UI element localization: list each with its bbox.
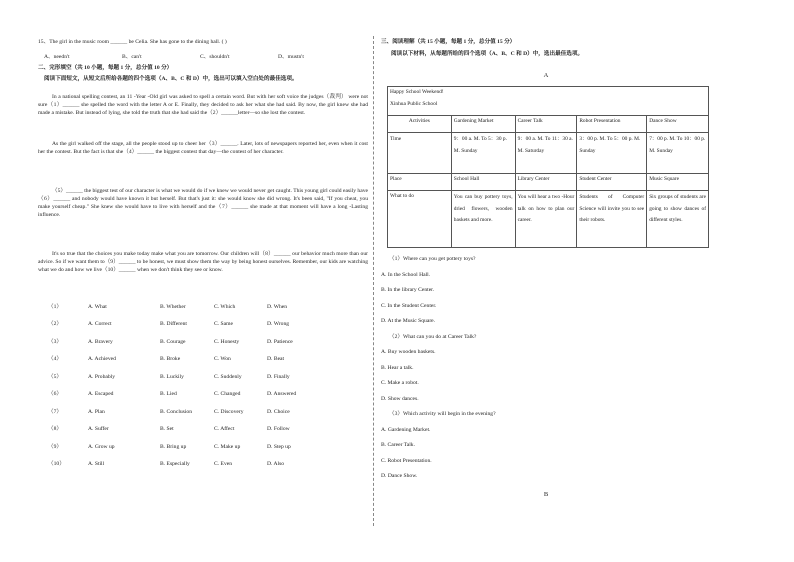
questions-list bbox=[381, 252, 711, 485]
right-column bbox=[381, 38, 711, 499]
cloze-option-c[interactable]: C. Even bbox=[214, 461, 233, 468]
question-2-stem: （2）What can you do at Career Talk? bbox=[389, 333, 477, 340]
section3-instruction: 阅读以下材料，从每题所给的四个选项（A、B、C 和 D）中，选出最佳选项。 bbox=[391, 51, 584, 57]
cloze-number: （9） bbox=[48, 443, 62, 450]
cloze-option-b[interactable]: B. Different bbox=[160, 321, 187, 328]
schedule-cell: You can buy pottery toys, dried flowers, wooden baskets and more. bbox=[451, 191, 515, 248]
schedule-cell: Six groups of students are going to show dances of different styles. bbox=[647, 191, 709, 248]
passage-paragraph-3: （5）______ the biggest test of our character is what we would do if we knew we would never get caught. This young girl could easily have（6）______ and nobody would have known it but herself. But that's just it: she would know she did wrong. It's been said, "If you cheat, you make yourself cheap." She knew she would have to live with herself and the（7）______ she made at that moment will have a long -Lasting influence. bbox=[38, 188, 368, 218]
cloze-option-c[interactable]: C. Affect bbox=[214, 426, 235, 433]
question-3-stem: （3）Which activity will begin in the evening? bbox=[389, 411, 496, 417]
question-1-option-d[interactable]: D. At the Music Square. bbox=[381, 318, 436, 324]
q15-option-b[interactable]: B、can't bbox=[122, 54, 142, 60]
cloze-option-b[interactable]: B. Especially bbox=[160, 461, 190, 468]
cloze-number: （10） bbox=[48, 461, 65, 468]
schedule-row-label: Place bbox=[388, 174, 452, 191]
cloze-option-b[interactable]: B. Conclusion bbox=[160, 408, 193, 415]
question-2-option-b[interactable]: B. Hear a talk. bbox=[381, 364, 414, 371]
cloze-option-d[interactable]: D. Also bbox=[267, 461, 285, 468]
schedule-cell: Library Center bbox=[515, 174, 577, 191]
cloze-options-table bbox=[48, 298, 327, 473]
cloze-option-d[interactable]: D. Finally bbox=[267, 373, 290, 380]
cloze-option-b[interactable]: B. Courage bbox=[160, 338, 186, 345]
cloze-row bbox=[48, 333, 327, 351]
question-1-stem: （1）Where can you get pottery toys? bbox=[389, 256, 476, 262]
cloze-option-b[interactable]: B. Set bbox=[160, 426, 174, 433]
cloze-number: （8） bbox=[48, 426, 62, 433]
q15-options bbox=[44, 53, 368, 61]
cloze-row bbox=[48, 368, 327, 386]
passage-paragraph-1: In a national spelling contest, an 11 -Year -Old girl was asked to spell a certain word. But with her soft voice the judges（裁判） were not sure（1）______ she spelled the word with the letter A or E. Finally, they decided to ask her what she had said. By now, the girl knew she had made a mistake. But instead of lying, she told the truth that she had said the（2）______letter—so she lost the contest. bbox=[38, 94, 368, 116]
cloze-option-b[interactable]: B. Broke bbox=[160, 356, 181, 363]
cloze-row bbox=[48, 386, 327, 404]
cloze-option-c[interactable]: C. Suddenly bbox=[214, 373, 242, 380]
schedule-title: Happy School Weekend! bbox=[390, 89, 444, 95]
cloze-row bbox=[48, 438, 327, 456]
cloze-number: （6） bbox=[48, 391, 62, 398]
cloze-option-a[interactable]: A. Escaped bbox=[88, 391, 114, 398]
passage-paragraph-2: As the girl walked off the stage, all the people stood up to cheer her（3）______. Later, lots of newspapers reported her, even when it cost her the contest. But the fact is that she（4）______ the biggest contest that day—the contest of her character. bbox=[38, 141, 368, 155]
cloze-option-a[interactable]: A. Achieved bbox=[88, 356, 116, 363]
cloze-option-a[interactable]: A. Probably bbox=[88, 373, 116, 380]
schedule-table bbox=[387, 86, 709, 248]
question-3-option-c[interactable]: C. Robot Presentation. bbox=[381, 457, 432, 464]
schedule-row-label: Activities bbox=[388, 116, 452, 133]
schedule-row-activities bbox=[388, 116, 709, 133]
cloze-row bbox=[48, 456, 327, 474]
column-divider bbox=[373, 36, 374, 526]
question-1-option-a[interactable]: A. In the School Hall. bbox=[381, 271, 431, 278]
schedule-row-label: Time bbox=[388, 133, 452, 174]
cloze-option-c[interactable]: C. Same bbox=[214, 321, 233, 328]
cloze-option-a[interactable]: A. Still bbox=[88, 461, 105, 468]
cloze-option-c[interactable]: C. Discovery bbox=[214, 408, 244, 415]
schedule-cell: Gardening Market bbox=[451, 116, 515, 133]
cloze-option-d[interactable]: D. Choice bbox=[267, 408, 290, 415]
schedule-row-label: What to do bbox=[388, 191, 452, 248]
question-2-option-c[interactable]: C. Make a robot. bbox=[381, 380, 419, 386]
cloze-number: （7） bbox=[48, 408, 62, 415]
passage-a-label: A bbox=[543, 72, 549, 79]
cloze-option-d[interactable]: D. Patience bbox=[267, 338, 293, 345]
passage-paragraph-4: It's so true that the choices you make today make what you are tomorrow. Our children will（8）______ our behavior much more than our advice. So if we want them to（9）______ to be honest, we must show them the way by being honest ourselves. Remember, our kids are watching what we do and how we live（10）______ when we don't think they see or know. bbox=[38, 251, 368, 273]
cloze-option-a[interactable]: A. Suffer bbox=[88, 426, 109, 433]
schedule-cell: Robot Presentation bbox=[577, 116, 647, 133]
cloze-option-a[interactable]: A. What bbox=[88, 303, 107, 310]
cloze-option-a[interactable]: A. Bravery bbox=[88, 338, 113, 345]
cloze-number: （1） bbox=[48, 303, 62, 310]
schedule-cell: You will hear a two -Hour talk on how to plan our career. bbox=[515, 191, 577, 248]
cloze-number: （2） bbox=[48, 321, 62, 328]
cloze-row bbox=[48, 316, 327, 334]
cloze-row bbox=[48, 403, 327, 421]
schedule-cell: Music Square bbox=[647, 174, 709, 191]
cloze-row bbox=[48, 421, 327, 439]
cloze-option-a[interactable]: A. Plan bbox=[88, 408, 105, 415]
cloze-option-c[interactable]: C. Changed bbox=[214, 391, 241, 398]
cloze-option-c[interactable]: C. Which bbox=[214, 303, 236, 310]
q15-option-d[interactable]: D、mustn't bbox=[278, 54, 304, 60]
question-3-option-d[interactable]: D. Dance Show. bbox=[381, 473, 418, 479]
cloze-row bbox=[48, 351, 327, 369]
q15-stem: 15、The girl in the music room ______ be Celia. She has gone to the dining hall. ( ) bbox=[38, 39, 227, 45]
schedule-cell: 9：00 a. M. To 11：30 a. M. Saturday bbox=[515, 133, 577, 174]
schedule-cell: Students of Computer Science will invite you to see their robots. bbox=[577, 191, 647, 248]
schedule-row-time bbox=[388, 133, 709, 174]
cloze-option-a[interactable]: A. Correct bbox=[88, 321, 112, 328]
schedule-cell: Student Center bbox=[577, 174, 647, 191]
section3-title: 三、阅读理解（共 15 小题，每题 1 分，总分值 15 分） bbox=[381, 39, 516, 45]
q15-option-a[interactable]: A、needn't bbox=[44, 54, 70, 60]
cloze-option-a[interactable]: A. Grow up bbox=[88, 443, 115, 450]
question-3-option-b[interactable]: B. Career Talk. bbox=[381, 442, 415, 448]
schedule-row-place bbox=[388, 174, 709, 191]
cloze-option-d[interactable]: D. When bbox=[267, 303, 288, 310]
cloze-number: （5） bbox=[48, 373, 62, 380]
schedule-header bbox=[388, 87, 709, 116]
left-column bbox=[38, 38, 368, 473]
section2-title: 二、完形填空（共 10 小题，每题 1 分，总分值 10 分） bbox=[38, 65, 173, 71]
schedule-cell: 3：00 p. M. To 5：00 p. M. Sunday bbox=[577, 133, 647, 174]
question-1-option-b[interactable]: B. In the library Center. bbox=[381, 287, 435, 293]
schedule-cell: Dance Show bbox=[647, 116, 709, 133]
schedule-cell: Career Talk bbox=[515, 116, 577, 133]
question-2-option-a[interactable]: A. Buy wooden baskets. bbox=[381, 349, 436, 355]
cloze-option-d[interactable]: D. Step up bbox=[267, 443, 291, 450]
cloze-option-b[interactable]: B. Whether bbox=[160, 303, 186, 310]
cloze-option-d[interactable]: D. Answered bbox=[267, 391, 297, 398]
schedule-cell: 9：00 a. M. To 5：30 p. M. Sunday bbox=[451, 133, 515, 174]
cloze-option-c[interactable]: C. Honesty bbox=[214, 338, 240, 345]
cloze-option-c[interactable]: C. Won bbox=[214, 356, 231, 363]
question-2-option-d[interactable]: D. Show dances. bbox=[381, 395, 419, 402]
cloze-option-d[interactable]: D. Wrong bbox=[267, 321, 290, 328]
schedule-cell: 7：00 p. M. To 10：00 p. M. Sunday bbox=[647, 133, 709, 174]
cloze-number: （3） bbox=[48, 338, 62, 345]
cloze-option-d[interactable]: D. Beat bbox=[267, 356, 285, 363]
section2-instruction: 阅读下面短文，从短文后所给各题的四个选项（A、B、C 和 D）中，选出可以填入空白处的最佳选项。 bbox=[44, 76, 298, 82]
cloze-row bbox=[48, 298, 327, 316]
schedule-school: Xinhua Public School bbox=[390, 101, 438, 108]
cloze-number: （4） bbox=[48, 356, 62, 363]
question-1-option-c[interactable]: C. In the Student Center. bbox=[381, 302, 437, 309]
schedule-cell: School Hall bbox=[451, 174, 515, 191]
cloze-option-b[interactable]: B. Lied bbox=[160, 391, 177, 398]
cloze-option-b[interactable]: B. Luckily bbox=[160, 373, 184, 380]
cloze-option-b[interactable]: B. Bring up bbox=[160, 443, 187, 450]
question-3-option-a[interactable]: A. Gardening Market. bbox=[381, 426, 431, 433]
schedule-row-what-to-do bbox=[388, 191, 709, 248]
cloze-option-d[interactable]: D. Follow bbox=[267, 426, 290, 433]
cloze-option-c[interactable]: C. Make up bbox=[214, 443, 241, 450]
q15-option-c[interactable]: C、shouldn't bbox=[200, 54, 230, 60]
passage-b-label: B bbox=[543, 490, 549, 498]
